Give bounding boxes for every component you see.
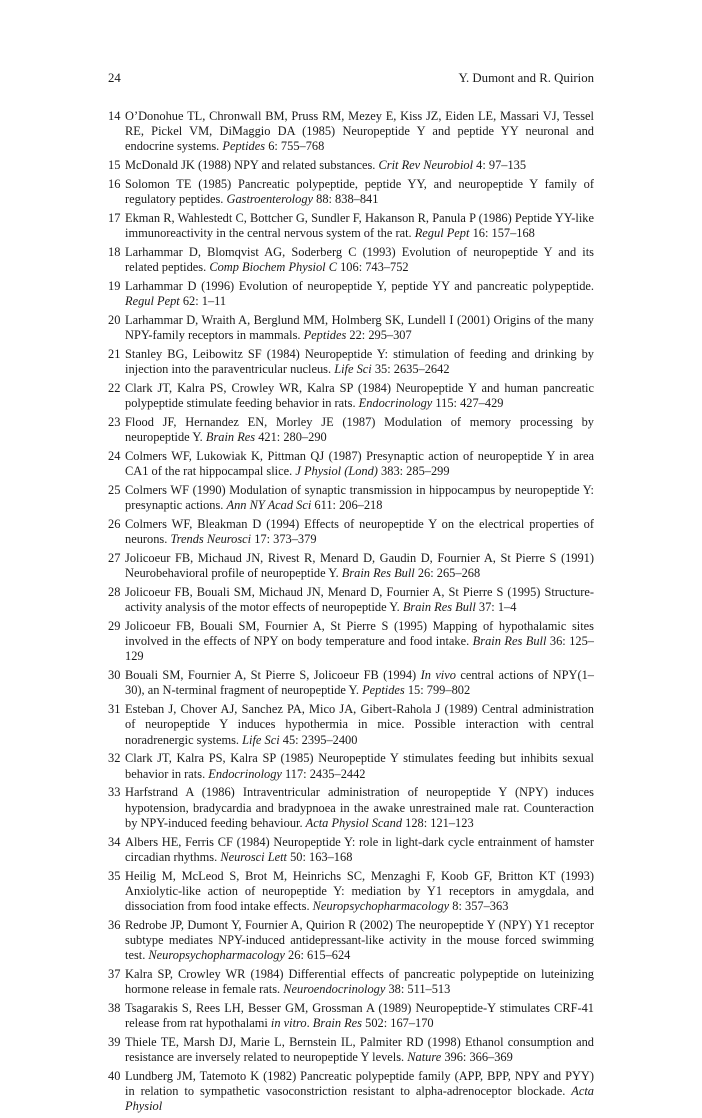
reference-tail: 4: 97–135 bbox=[476, 158, 527, 173]
reference-tail: 396: 366–369 bbox=[444, 1050, 513, 1065]
reference-item bbox=[108, 483, 594, 513]
reference-number: 26 bbox=[108, 517, 121, 531]
reference-text bbox=[125, 1035, 594, 1065]
reference-item bbox=[108, 313, 594, 343]
reference-tail: 117: 2435–2442 bbox=[285, 766, 366, 781]
reference-text bbox=[125, 869, 594, 915]
reference-journal: Brain Res bbox=[312, 1016, 363, 1031]
reference-number: 14 bbox=[108, 109, 121, 123]
reference-text bbox=[125, 347, 594, 377]
reference-number: 38 bbox=[108, 1001, 121, 1016]
reference-tail: 16: 157–168 bbox=[472, 226, 535, 241]
reference-number: 20 bbox=[108, 313, 121, 327]
reference-text bbox=[125, 751, 594, 781]
reference-item bbox=[108, 918, 594, 964]
reference-number: 40 bbox=[108, 1069, 121, 1084]
reference-tail: 38: 511–513 bbox=[388, 982, 451, 997]
reference-body: Colmers WF (1990) Modulation of synaptic transmission in hippocampus by neuropeptide Y: presynaptic actions. bbox=[125, 483, 594, 513]
reference-journal: Peptides bbox=[362, 683, 405, 698]
reference-body: Jolicoeur FB, Bouali SM, Michaud JN, Menard D, Fournier A, St Pierre S (1995) Structure-activity analysis of the motor effects of neuropeptide Y. bbox=[125, 585, 594, 615]
reference-body: Larhammar D, Blomqvist AG, Soderberg C (1993) Evolution of neuropeptide Y and its related peptides. bbox=[125, 245, 594, 275]
reference-number: 34 bbox=[108, 834, 121, 849]
reference-tail: 62: 1–11 bbox=[182, 294, 227, 309]
reference-number: 39 bbox=[108, 1035, 121, 1050]
reference-text bbox=[125, 1001, 594, 1031]
reference-body: Harfstrand A (1986) Intraventricular administration of neuropeptide Y (NPY) induces hypotension, bradycardia and bradypnoea in the awake unrestrained male rat. Counteraction by NPY-induced feeding behaviour. bbox=[125, 785, 594, 830]
reference-body: Stanley BG, Leibowitz SF (1984) Neuropeptide Y: stimulation of feeding and drinking by injection into the paraventricular nucleus. bbox=[125, 347, 594, 377]
reference-number: 21 bbox=[108, 347, 121, 361]
reference-number: 25 bbox=[108, 483, 121, 497]
reference-text bbox=[125, 211, 594, 241]
reference-journal: Neurosci Lett bbox=[220, 849, 287, 864]
reference-journal: Brain Res Bull bbox=[472, 634, 547, 649]
reference-journal: J Physiol (Lond) bbox=[295, 464, 378, 479]
reference-journal: Endocrinology bbox=[208, 766, 282, 781]
reference-item bbox=[108, 869, 594, 915]
reference-journal: Life Sci bbox=[334, 362, 372, 377]
reference-tail: 50: 163–168 bbox=[290, 849, 353, 864]
reference-tail: 17: 373–379 bbox=[254, 532, 317, 547]
reference-journal: Regul Pept bbox=[414, 226, 470, 241]
reference-number: 24 bbox=[108, 449, 121, 463]
reference-body: Heilig M, McLeod S, Brot M, Heinrichs SC, Menzaghi F, Koob GF, Britton KT (1993) Anxiolytic-like action of neuropeptide Y: mediation by Y1 receptors in amygdala, and dissociation from food intake effects. bbox=[125, 868, 594, 914]
reference-tail: 383: 285–299 bbox=[381, 464, 450, 479]
reference-text bbox=[125, 158, 594, 173]
reference-tail: 115: 427–429 bbox=[435, 396, 504, 411]
reference-number: 27 bbox=[108, 551, 121, 565]
reference-number: 32 bbox=[108, 751, 121, 766]
reference-body: Ekman R, Wahlestedt C, Bottcher G, Sundler F, Hakanson R, Panula P (1986) Peptide YY-like immunoreactivity in the central nervous system of the rat. bbox=[125, 211, 594, 241]
reference-tail: 106: 743–752 bbox=[340, 260, 409, 275]
reference-item bbox=[108, 415, 594, 445]
reference-text bbox=[125, 449, 594, 479]
reference-number: 29 bbox=[108, 619, 121, 633]
reference-body: Albers HE, Ferris CF (1984) Neuropeptide Y: role in light-dark cycle entrainment of hamster circadian rhythms. bbox=[125, 834, 594, 864]
reference-text bbox=[125, 1069, 594, 1115]
reference-journal: Nature bbox=[407, 1050, 442, 1065]
reference-item bbox=[108, 668, 594, 698]
reference-item bbox=[108, 1001, 594, 1031]
reference-journal: Brain Res Bull bbox=[402, 600, 476, 615]
reference-item bbox=[108, 835, 594, 865]
reference-journal: Regul Pept bbox=[125, 294, 180, 309]
reference-tail: 6: 755–768 bbox=[268, 139, 325, 154]
reference-journal: Brain Res bbox=[205, 430, 256, 445]
running-head-authors: Y. Dumont and R. Quirion bbox=[458, 71, 594, 85]
reference-journal: Ann NY Acad Sci bbox=[226, 498, 312, 513]
reference-journal: Trends Neurosci bbox=[170, 532, 252, 547]
reference-text bbox=[125, 585, 594, 615]
reference-tail: 421: 280–290 bbox=[258, 430, 327, 445]
reference-text bbox=[125, 702, 594, 748]
reference-number: 15 bbox=[108, 158, 121, 173]
reference-body: McDonald JK (1988) NPY and related substances. bbox=[125, 158, 376, 173]
reference-tail: 37: 1–4 bbox=[478, 600, 517, 615]
reference-item bbox=[108, 619, 594, 665]
reference-body: Lundberg JM, Tatemoto K (1982) Pancreatic polypeptide family (APP, BPP, NPY and PYY) in relation to sympathetic vasoconstriction resistant to alpha-adrenoceptor blockade. bbox=[125, 1069, 594, 1099]
reference-journal: Life Sci bbox=[242, 732, 280, 747]
reference-text bbox=[125, 381, 594, 411]
reference-journal: Peptides bbox=[303, 328, 347, 343]
reference-number: 31 bbox=[108, 702, 121, 717]
reference-tail: central actions of NPY(1–30), an N-terminal fragment of neuropeptide Y. bbox=[125, 668, 594, 698]
reference-body: Flood JF, Hernandez EN, Morley JE (1987) Modulation of memory processing by neuropeptide Y. bbox=[125, 415, 594, 445]
reference-text bbox=[125, 517, 594, 547]
reference-text bbox=[125, 785, 594, 831]
reference-journal: Crit Rev Neurobiol bbox=[378, 158, 474, 173]
reference-journal: In vivo bbox=[420, 668, 456, 683]
reference-item bbox=[108, 702, 594, 748]
reference-journal: in vitro bbox=[270, 1016, 307, 1031]
reference-item bbox=[108, 177, 594, 207]
reference-text bbox=[125, 835, 594, 865]
reference-number: 28 bbox=[108, 585, 121, 599]
reference-journal: Gastroenterology bbox=[226, 192, 314, 207]
reference-number: 37 bbox=[108, 967, 121, 982]
reference-text bbox=[125, 415, 594, 445]
reference-item bbox=[108, 551, 594, 581]
reference-list bbox=[108, 109, 594, 1118]
reference-text bbox=[125, 279, 594, 309]
reference-item bbox=[108, 347, 594, 377]
reference-text bbox=[125, 619, 594, 665]
reference-journal: Comp Biochem Physiol C bbox=[209, 260, 337, 275]
reference-text bbox=[125, 551, 594, 581]
reference-tail: 15: 799–802 bbox=[407, 683, 471, 698]
reference-tail: . bbox=[306, 1016, 310, 1031]
reference-body: Clark JT, Kalra PS, Kalra SP (1985) Neuropeptide Y stimulates feeding but inhibits sexual behavior in rats. bbox=[125, 751, 594, 781]
reference-text bbox=[125, 109, 594, 155]
reference-body: Tsagarakis S, Rees LH, Besser GM, Grossman A (1989) Neuropeptide-Y stimulates CRF-41 release from rat hypothalami bbox=[125, 1001, 594, 1031]
reference-journal: Neuropsychopharmacology bbox=[312, 899, 450, 914]
reference-item bbox=[108, 381, 594, 411]
reference-journal: Brain Res Bull bbox=[341, 566, 415, 581]
reference-body: Bouali SM, Fournier A, St Pierre S, Jolicoeur FB (1994) bbox=[125, 668, 417, 683]
reference-tail: 45: 2395–2400 bbox=[282, 732, 358, 747]
reference-item bbox=[108, 211, 594, 241]
reference-body: Solomon TE (1985) Pancreatic polypeptide, peptide YY, and neuropeptide Y family of regulatory peptides. bbox=[125, 177, 594, 207]
reference-text bbox=[125, 967, 594, 997]
reference-body: Thiele TE, Marsh DJ, Marie L, Bernstein IL, Palmiter RD (1998) Ethanol consumption and resistance are inversely related to neuropeptide Y levels. bbox=[125, 1035, 594, 1065]
reference-number: 22 bbox=[108, 381, 121, 395]
reference-body: Redrobe JP, Dumont Y, Fournier A, Quirion R (2002) The neuropeptide Y (NPY) Y1 receptor subtype mediates NPY-induced antidepressant-like activity in the mouse forced swimming test. bbox=[125, 917, 594, 963]
reference-number: 35 bbox=[108, 868, 121, 883]
reference-text bbox=[125, 918, 594, 964]
reference-item bbox=[108, 1035, 594, 1065]
reference-number: 16 bbox=[108, 177, 121, 191]
reference-tail: 88: 838–841 bbox=[316, 192, 379, 207]
reference-body: Colmers WF, Bleakman D (1994) Effects of neuropeptide Y on the electrical properties of neurons. bbox=[125, 517, 594, 547]
reference-tail: 611: 206–218 bbox=[314, 498, 383, 513]
reference-journal: Peptides bbox=[222, 139, 266, 154]
reference-body: Colmers WF, Lukowiak K, Pittman QJ (1987) Presynaptic action of neuropeptide Y in area CA1 of the rat hippocampal slice. bbox=[125, 449, 594, 479]
reference-text bbox=[125, 483, 594, 513]
reference-item bbox=[108, 449, 594, 479]
reference-tail: 8: 357–363 bbox=[452, 899, 509, 914]
reference-body: O’Donohue TL, Chronwall BM, Pruss RM, Mezey E, Kiss JZ, Eiden LE, Massari VJ, Tessel RE, Pickel VM, DiMaggio DA (1985) Neuropeptide Y and peptide YY neuronal and endocrine systems. bbox=[125, 109, 594, 154]
reference-body: Kalra SP, Crowley WR (1984) Differential effects of pancreatic polypeptide on luteinizing hormone release in female rats. bbox=[125, 967, 594, 997]
reference-tail: 26: 615–624 bbox=[288, 948, 351, 963]
reference-item bbox=[108, 109, 594, 155]
reference-text bbox=[125, 245, 594, 275]
reference-item bbox=[108, 785, 594, 831]
reference-item bbox=[108, 1069, 594, 1115]
reference-item bbox=[108, 751, 594, 781]
reference-body: Larhammar D (1996) Evolution of neuropeptide Y, peptide YY and pancreatic polypeptide. bbox=[125, 279, 594, 293]
reference-number: 36 bbox=[108, 917, 121, 932]
reference-journal: Endocrinology bbox=[358, 396, 433, 411]
reference-tail: 26: 265–268 bbox=[417, 566, 481, 581]
reference-number: 19 bbox=[108, 279, 121, 293]
reference-number: 17 bbox=[108, 211, 121, 225]
reference-tail: 22: 295–307 bbox=[349, 328, 412, 343]
reference-number: 30 bbox=[108, 668, 121, 683]
reference-number: 23 bbox=[108, 415, 121, 429]
running-header bbox=[108, 71, 594, 86]
reference-number: 33 bbox=[108, 785, 121, 800]
reference-number: 18 bbox=[108, 245, 121, 259]
reference-tail: 35: 2635–2642 bbox=[374, 362, 450, 377]
reference-item bbox=[108, 585, 594, 615]
reference-item bbox=[108, 158, 594, 173]
reference-tail: 128: 121–123 bbox=[405, 815, 474, 830]
reference-text bbox=[125, 177, 594, 207]
reference-body: Jolicoeur FB, Bouali SM, Fournier A, St Pierre S (1995) Mapping of hypothalamic sites involved in the effects of NPY on body temperature and food intake. bbox=[125, 619, 594, 649]
page-number: 24 bbox=[108, 71, 121, 85]
reference-item bbox=[108, 967, 594, 997]
reference-body: Esteban J, Chover AJ, Sanchez PA, Mico JA, Gibert-Rahola J (1989) Central administration of neuropeptide Y induces hypothermia in mice. Possible interaction with central noradrenergic systems. bbox=[125, 702, 594, 747]
reference-tail: 502: 167–170 bbox=[365, 1016, 434, 1031]
reference-tail: 36: 125–129 bbox=[125, 634, 594, 664]
reference-item bbox=[108, 279, 594, 309]
reference-item bbox=[108, 245, 594, 275]
reference-item bbox=[108, 517, 594, 547]
reference-text bbox=[125, 668, 594, 698]
reference-body: Larhammar D, Wraith A, Berglund MM, Holmberg SK, Lundell I (2001) Origins of the many NPY-family receptors in mammals. bbox=[125, 313, 594, 343]
reference-text bbox=[125, 313, 594, 343]
reference-body: Clark JT, Kalra PS, Crowley WR, Kalra SP (1984) Neuropeptide Y and human pancreatic polypeptide stimulate feeding behavior in rats. bbox=[125, 381, 594, 411]
reference-journal: Acta Physiol Scand bbox=[305, 815, 403, 830]
reference-journal: Neuropsychopharmacology bbox=[148, 948, 285, 963]
reference-journal: Neuroendocrinology bbox=[283, 982, 386, 997]
reference-journal: Acta Physiol bbox=[125, 1084, 594, 1114]
reference-body: Jolicoeur FB, Michaud JN, Rivest R, Menard D, Gaudin D, Fournier A, St Pierre S (1991) Neurobehavioral profile of neuropeptide Y. bbox=[125, 551, 594, 581]
